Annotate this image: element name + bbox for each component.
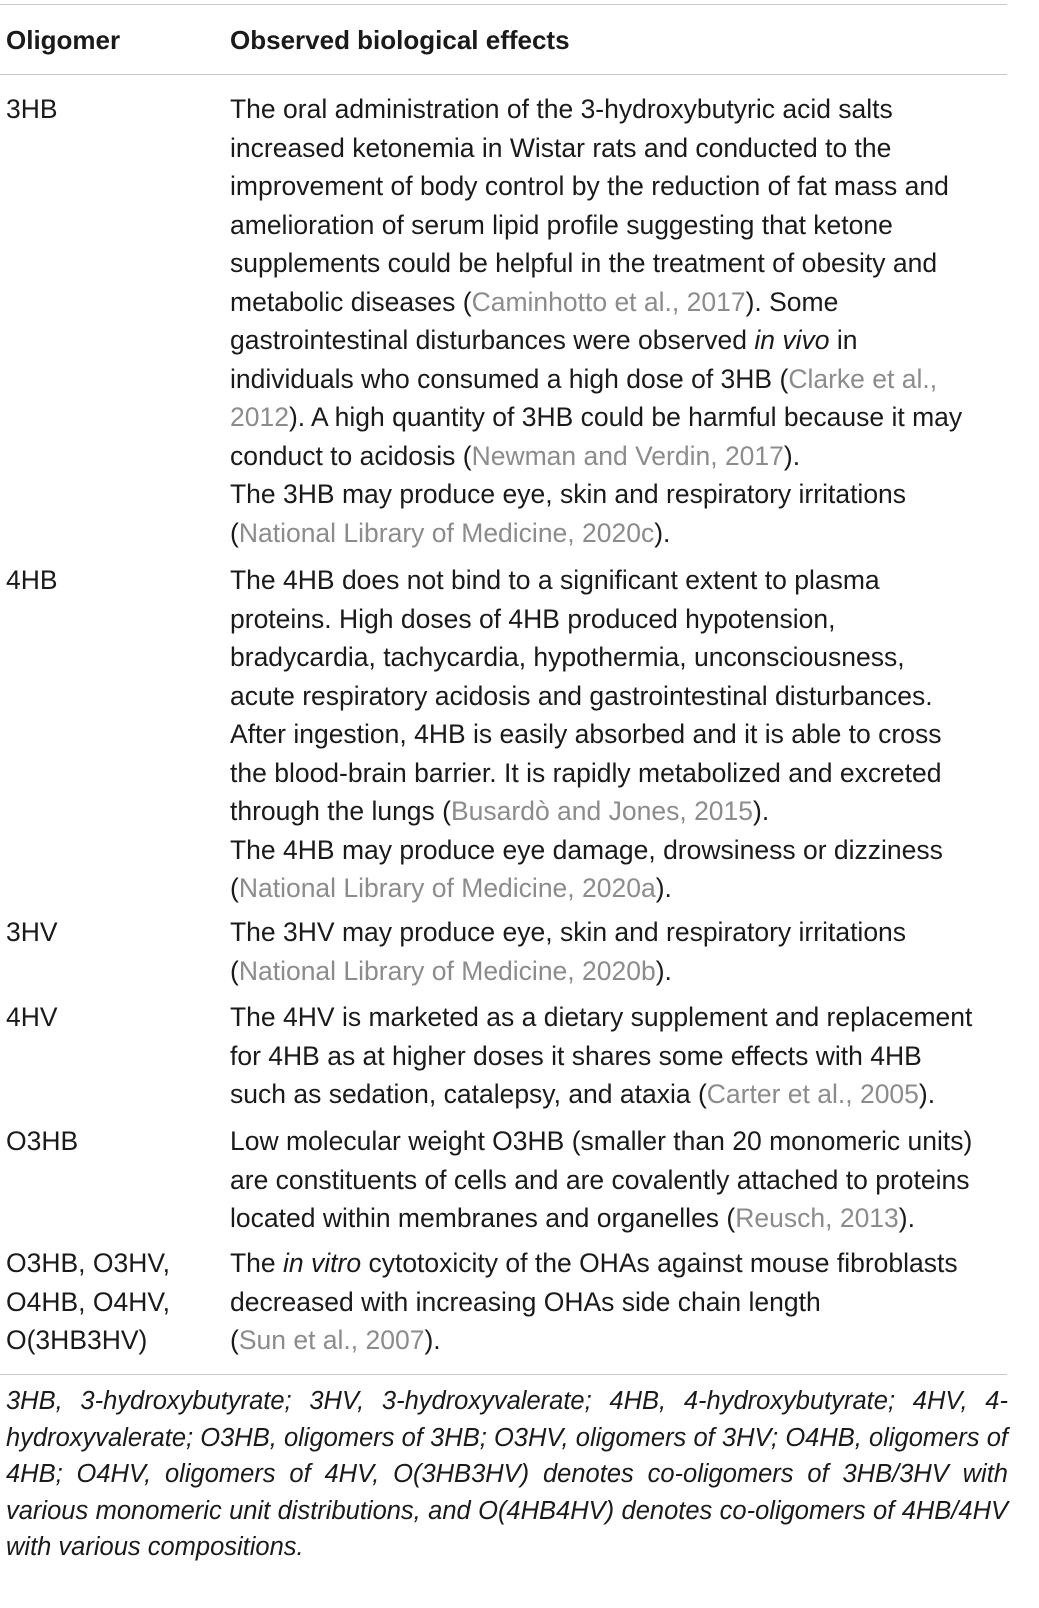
citation-link: 2012	[230, 402, 289, 432]
text-segment: cytotoxicity of the OHAs against mouse fibroblasts	[361, 1248, 958, 1278]
effects-line	[230, 360, 1010, 399]
effects-line	[230, 1075, 1010, 1114]
text-segment: the blood-brain barrier. It is rapidly metabolized and excreted	[230, 757, 942, 788]
citation-link: National Library of Medicine, 2020c	[238, 517, 655, 548]
text-segment: gastrointestinal disturbances were observed	[230, 325, 755, 355]
text-segment: The	[230, 1248, 284, 1278]
text-segment: The 4HV is marketed as a dietary supplement and replacement	[230, 1002, 973, 1032]
header-oligomer: Oligomer	[6, 25, 121, 55]
citation-link: National Library of Medicine, 2020b	[238, 955, 656, 986]
italic-term: in vitro	[283, 1248, 362, 1278]
text-segment: metabolic diseases (	[230, 286, 472, 317]
text-segment: ).	[655, 873, 672, 903]
text-segment: ).	[654, 517, 671, 548]
text-segment: The 4HB does not bind to a significant extent to plasma	[230, 565, 880, 595]
citation-link: Busardò and Jones, 2015	[450, 796, 754, 826]
text-segment: ).	[655, 955, 672, 986]
citation-link: Sun et al., 2007	[238, 1325, 425, 1355]
citation-link: Carter et al., 2005	[706, 1079, 919, 1109]
effects-line	[230, 869, 1010, 908]
effects-line	[230, 206, 1010, 245]
citation-link: Caminhotto et al., 2017	[471, 286, 746, 317]
effects-cell	[230, 1122, 1010, 1238]
effects-line	[230, 754, 1010, 793]
oligomer-line: O3HB, O3HV,	[6, 1248, 170, 1278]
text-segment: (	[230, 517, 239, 548]
effects-line	[230, 167, 1010, 206]
citation-link: Clarke et al.,	[788, 363, 938, 394]
text-segment: conduct to acidosis (	[230, 440, 472, 471]
text-segment: in	[829, 325, 858, 355]
effects-line	[230, 998, 1010, 1037]
effects-line	[230, 437, 1010, 476]
citation-link: Reusch, 2013	[735, 1203, 899, 1233]
effects-line	[230, 129, 1010, 168]
effects-line	[230, 600, 1010, 639]
header-bottom-rule	[0, 74, 1007, 75]
text-segment: The oral administration of the 3-hydroxybutyric acid salts	[230, 94, 893, 124]
text-segment: After ingestion, 4HB is easily absorbed and it is able to cross	[230, 719, 942, 749]
text-segment: ). A high quantity of 3HB could be harmful because it may	[288, 402, 963, 432]
text-segment: Low molecular weight O3HB (smaller than 20 monomeric units)	[230, 1126, 973, 1156]
text-segment: proteins. High doses of 4HB produced hypotension,	[230, 603, 836, 634]
effects-line	[230, 831, 1010, 870]
oligomer-line: O4HB, O4HV,	[6, 1286, 170, 1317]
effects-line	[230, 677, 1010, 716]
text-segment: ).	[783, 440, 801, 471]
text-segment: for 4HB as at higher doses it shares some effects with 4HB	[230, 1040, 922, 1071]
effects-line	[230, 952, 1010, 991]
oligomer-cell: 4HB	[6, 565, 58, 595]
text-segment: The 3HV may produce eye, skin and respiratory irritations	[230, 917, 907, 947]
effects-line	[230, 1321, 1010, 1360]
effects-line	[230, 638, 1010, 677]
oligomer-line: O(3HB3HV)	[6, 1325, 148, 1355]
text-segment: (	[230, 873, 239, 903]
effects-line	[230, 90, 1010, 129]
table-top-rule	[0, 4, 1007, 5]
oligomer-cell: 3HV	[6, 917, 58, 947]
effects-cell	[230, 1244, 1010, 1360]
effects-cell	[230, 90, 1010, 552]
effects-cell	[230, 561, 1010, 908]
effects-line	[230, 283, 1010, 322]
text-segment: improvement of body control by the reduction of fat mass and	[230, 171, 949, 201]
text-segment: acute respiratory acidosis and gastrointestinal disturbances.	[230, 680, 933, 711]
effects-line	[230, 244, 1010, 283]
effects-line	[230, 913, 1010, 952]
effects-line	[230, 1037, 1010, 1076]
effects-line	[230, 321, 1010, 360]
oligomer-cell: O3HB	[6, 1126, 79, 1156]
citation-link: National Library of Medicine, 2020a	[238, 873, 656, 903]
text-segment: are constituents of cells and are covalently attached to proteins	[230, 1164, 970, 1195]
oligomer-cell	[6, 1244, 216, 1360]
text-segment: located within membranes and organelles (	[230, 1203, 736, 1233]
effects-cell	[230, 913, 1010, 990]
effects-line	[230, 398, 1010, 437]
text-segment: such as sedation, catalepsy, and ataxia (	[230, 1079, 707, 1109]
effects-line	[230, 715, 1010, 754]
header-observed-effects: Observed biological effects	[230, 25, 570, 55]
text-segment: supplements could be helpful in the treatment of obesity and	[230, 248, 938, 278]
italic-term: in vivo	[754, 325, 830, 355]
text-segment: (	[230, 1325, 239, 1355]
text-segment: increased ketonemia in Wistar rats and conducted to the	[230, 132, 892, 163]
effects-line	[230, 514, 1010, 553]
table-footnote: 3HB, 3-hydroxybutyrate; 3HV, 3-hydroxyvalerate; 4HB, 4-hydroxybutyrate; 4HV, 4-hydroxyvalerate; O3HB, oligomers of 3HB; O3HV, oligomers of 3HV; O4HB, oligomers of 4HB; O4HV, oligomers of 4HV, O(3HB3HV) denotes co-oligomers of 3HB/3HV with various monomeric unit distributions, and O(4HB4HV) denotes co-oligomers of 4HB/4HV with various compositions.	[6, 1387, 1008, 1561]
effects-line	[230, 1283, 1010, 1322]
text-segment: bradycardia, tachycardia, hypothermia, unconsciousness,	[230, 642, 905, 672]
effects-line	[230, 1199, 1010, 1238]
text-segment: The 4HB may produce eye damage, drowsiness or dizziness	[230, 834, 943, 865]
text-segment: ).	[898, 1203, 915, 1233]
text-segment: amelioration of serum lipid profile suggesting that ketone	[230, 209, 893, 240]
effects-cell	[230, 998, 1010, 1114]
text-segment: The 3HB may produce eye, skin and respiratory irritations	[230, 479, 907, 509]
effects-line	[230, 792, 1010, 831]
effects-line	[230, 475, 1010, 514]
text-segment: decreased with increasing OHAs side chain length	[230, 1286, 821, 1317]
citation-link: Newman and Verdin, 2017	[471, 440, 784, 471]
effects-line	[230, 1161, 1010, 1200]
effects-line	[230, 1122, 1010, 1161]
effects-line	[230, 561, 1010, 600]
text-segment: individuals who consumed a high dose of 3HB (	[230, 363, 789, 394]
text-segment: ).	[753, 796, 770, 826]
text-segment: ).	[424, 1325, 441, 1355]
table-bottom-rule	[0, 1374, 1007, 1375]
effects-line	[230, 1244, 1010, 1283]
oligomer-cell: 4HV	[6, 1002, 58, 1032]
text-segment: (	[230, 955, 239, 986]
text-segment: ).	[918, 1079, 936, 1109]
text-segment: through the lungs (	[230, 796, 451, 826]
oligomer-cell: 3HB	[6, 94, 58, 124]
text-segment: ). Some	[745, 286, 839, 317]
